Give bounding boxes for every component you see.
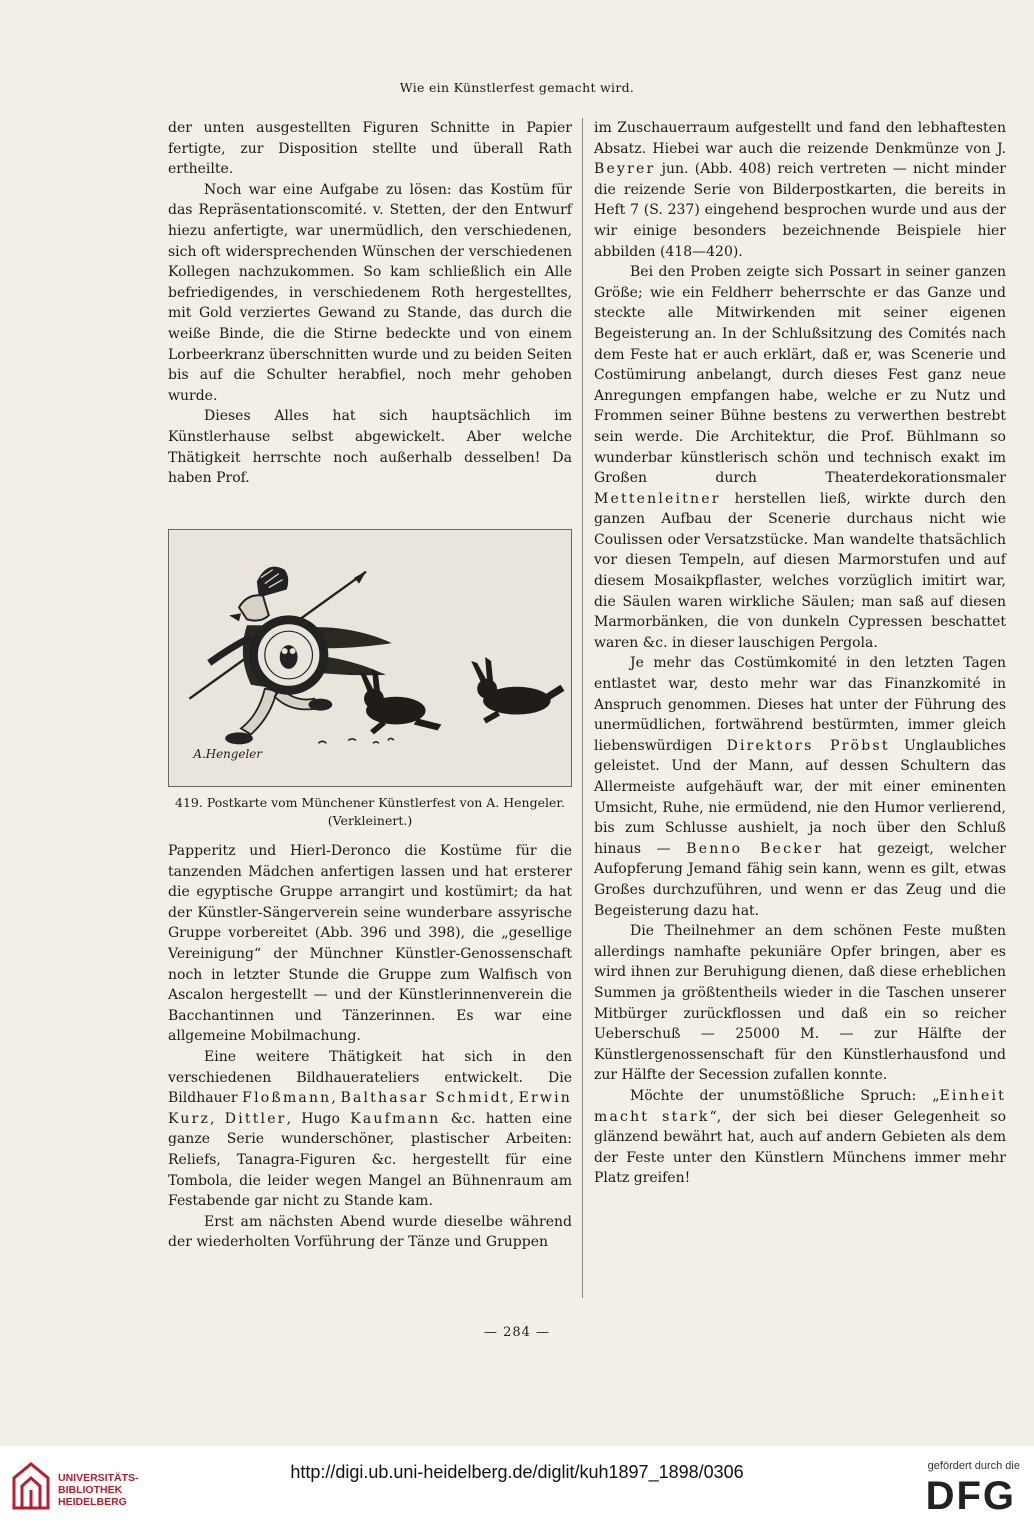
text-run: jun. (Abb. 408) reich vertreten — nicht minder die reizende Serie von Bilderpostkarten, die bereits in Heft 7 (S. 237) eingehend besprochen wurde und aus der wir einige besonders bezeichnende Beispiele hier abbilden (418—420). (594, 161, 1006, 260)
text-run: im Zuschauerraum aufgestellt und fand den lebhaftesten Absatz. Hiebei war auch die reizende Denkmünze von J. (594, 120, 1006, 157)
column-rule (582, 118, 583, 1298)
funded-by-label: gefördert durch die (927, 1460, 1020, 1472)
text-run: herstellen ließ, wirkte durch den ganzen Aufbau der Scenerie durchaus nicht wie Coulissen oder Versatzstücke. Man wandelte thatsächlich vor diesen Tempeln, auf diesen Marmorstufen und auf diesem Mosaikpflaster, welches vorzüglich imitirt war, die Säulen waren wirkliche Säulen; man saß auf diesen Marmorbänken, die von dunkeln Cypressen beschattet waren &c. in dieser lauschigen Pergola. (594, 490, 1006, 651)
paragraph (594, 653, 1006, 921)
artist-signature: A.Hengeler (193, 747, 262, 762)
text-run: , (331, 1090, 341, 1107)
library-name-line: BIBLIOTHEK (58, 1484, 123, 1496)
paragraph: der unten ausgestellten Figuren Schnitte in Papier fertigte, zur Disposition stellte und überall Rath ertheilte. (168, 120, 572, 178)
paragraph (594, 1086, 1006, 1189)
running-head: Wie ein Künstlerfest gemacht wird. (399, 80, 635, 95)
text-run: Je mehr das Costümkomité in den letzten Tagen entlastet war, desto mehr war das Finanzkomité in Anspruch genommen. Dieses hat unter der Führung des unermüdlichen, fortwährend bestürmten, immer gleich liebenswürdigen (594, 655, 1006, 754)
permalink-url[interactable]: http://digi.ub.uni-heidelberg.de/diglit/kuh1897_1898/0306 (290, 1462, 744, 1482)
text-run: &c. hatten eine ganze Serie wunderschöner, plastischer Arbeiten: Reliefs, Tanagra-Figuren &c. hergestellt für eine Tombola, die leider wegen Mangel an Bühnenraum am Festabende gar nicht zu Stande kam. (168, 1110, 572, 1210)
text-run: Unglaubliches geleistet. Und der Mann, auf dessen Schultern das Allermeiste aufgehäuft war, der mit einer eminenten Umsicht, Ruhe, nie ermüdend, nie den Humor verlierend, bis zum Schlusse aushielt, ja noch über den Schluß hinaus — (594, 737, 1006, 857)
left-column-bottom (168, 841, 572, 1253)
name-balthasar-schmidt: Balthasar Schmidt (340, 1090, 510, 1107)
name-direktor-proebst: Direktors Pröbst (726, 737, 890, 754)
text-run: Möchte der unumstößliche Spruch: „ (630, 1087, 940, 1104)
text-run: Eine weitere Thätigkeit hat sich in den verschiedenen Bildhauerateliers entwickelt. Die Bildhauer (168, 1048, 572, 1107)
page-number: — 284 — (483, 1325, 551, 1340)
dfg-logo[interactable]: DFG (925, 1474, 1016, 1518)
name-erwin-kurz: Erwin Kurz (168, 1090, 572, 1127)
name-kaufmann: Kaufmann (350, 1110, 441, 1127)
text-run: “, der sich bei dieser Gelegenheit so glänzend bewährt hat, auch auf andern Gebieten als dem der Feste unter den Künstlern Münchens immer mehr Platz greifen! (594, 1108, 1006, 1187)
postcard-illustration (168, 529, 572, 787)
paragraph: Dieses Alles hat sich hauptsächlich im Künstlerhause selbst abgewickelt. Aber welche Thätigkeit herrschte noch außerhalb desselben! Da haben Prof. (168, 408, 572, 487)
paragraph (594, 262, 1006, 653)
name-benno-becker: Benno Becker (686, 840, 824, 857)
text-run: , (509, 1090, 519, 1107)
text-run: hat gezeigt, welcher Aufopferung Jemand fähig sein kann, wenn es gilt, etwas Großes durchzuführen, und wenn er das Zeug und die Begeisterung dazu hat. (594, 840, 1006, 919)
name-dittler: Dittler (224, 1110, 287, 1127)
name-flossmann: Floßmann (242, 1090, 332, 1107)
paragraph: Noch war eine Aufgabe zu lösen: das Kostüm für das Repräsentationscomité. v. Stetten, der den Entwurf hiezu anfertigte, war unermüdlich, den verschiedenen, sich oft widersprechenden Wünschen der verschiedenen Kollegen nachzukommen. So kam schließlich ein Alle befriedigendes, in verschiedenem Roth hergestelltes, mit Gold verziertes Gewand zu Stande, das durch die weiße Binde, die die Stirne bedeckte und von einem Lorbeerkranz überschnitten wurde und zu beiden Seiten bis auf die Schulter herabfiel, noch mehr gehoben wurde. (168, 181, 572, 404)
text-run: , (210, 1110, 225, 1127)
name-mettenleitner: Mettenleitner (594, 490, 721, 507)
left-column-top (168, 118, 572, 489)
figure-caption (168, 794, 572, 830)
caption-title: 419. Postkarte vom Münchener Künstlerfest von A. Hengeler. (175, 795, 565, 810)
text-run: , Hugo (286, 1110, 351, 1127)
warrior-chasing-hares-drawing (169, 530, 571, 786)
paragraph: Erst am nächsten Abend wurde dieselbe während der wiederholten Vorführung der Tänze und Gruppen (168, 1213, 572, 1251)
library-name-line: UNIVERSITÄTS- (58, 1472, 139, 1484)
paragraph: Papperitz und Hierl-Deronco die Kostüme für die tanzenden Mädchen anfertigen lassen und hat ersterer die egyptische Gruppe arrangirt und kostümirt; da hat der Künstler-Sängerverein seine wunderbare assyrische Gruppe vorbereitet (Abb. 396 und 398), die „gesellige Vereinigung“ der Münchner Künstler-Genossenschaft noch in letzter Stunde die Gruppe zum Walfisch von Ascalon hergestellt — und der Künstlerinnenverein die Bacchantinnen und Tänzerinnen. Es war eine allgemeine Mobilmachung. (168, 843, 572, 1045)
library-name-line: HEIDELBERG (58, 1496, 127, 1508)
text-run: Bei den Proben zeigte sich Possart in seiner ganzen Größe; wie ein Feldherr beherrschte er das Ganze und steckte alle Mitwirkenden mit seiner eigenen Begeisterung an. In der Schlußsitzung des Comités nach dem Feste hat er auch erklärt, daß er, was Scenerie und Costümirung anbelangt, durch dieses Fest ganz neue Anregungen empfangen habe, welche er zu Nutz und Frommen seiner Bühne bestens zu verwerthen bestrebt sein werde. Die Architektur, die Prof. Bühlmann so wunderbar künstlerisch schön und technisch exakt im Großen durch Theaterdekorationsmaler (594, 264, 1006, 487)
paragraph (168, 1047, 572, 1212)
paragraph: Die Theilnehmer an dem schönen Feste mußten allerdings namhafte pekuniäre Opfer bringen, aber es wird ihnen zur Beruhigung dienen, daß diese erheblichen Summen ja größtentheils wieder in die Taschen unserer Mitbürger zurückflossen und daß ein so reicher Ueberschuß — 25000 M. — zur Hälfte der Künstlergenossenschaft für den Künstlerhausfond und zur Hälfte der Secession zufallen konnte. (594, 923, 1006, 1084)
paragraph (594, 118, 1006, 262)
viewer-footer (0, 1446, 1034, 1526)
name-beyrer: Beyrer (594, 161, 656, 178)
motto: Einheit macht stark (594, 1087, 1006, 1125)
caption-note: (Verkleinert.) (327, 813, 413, 828)
right-column (594, 118, 1006, 1189)
